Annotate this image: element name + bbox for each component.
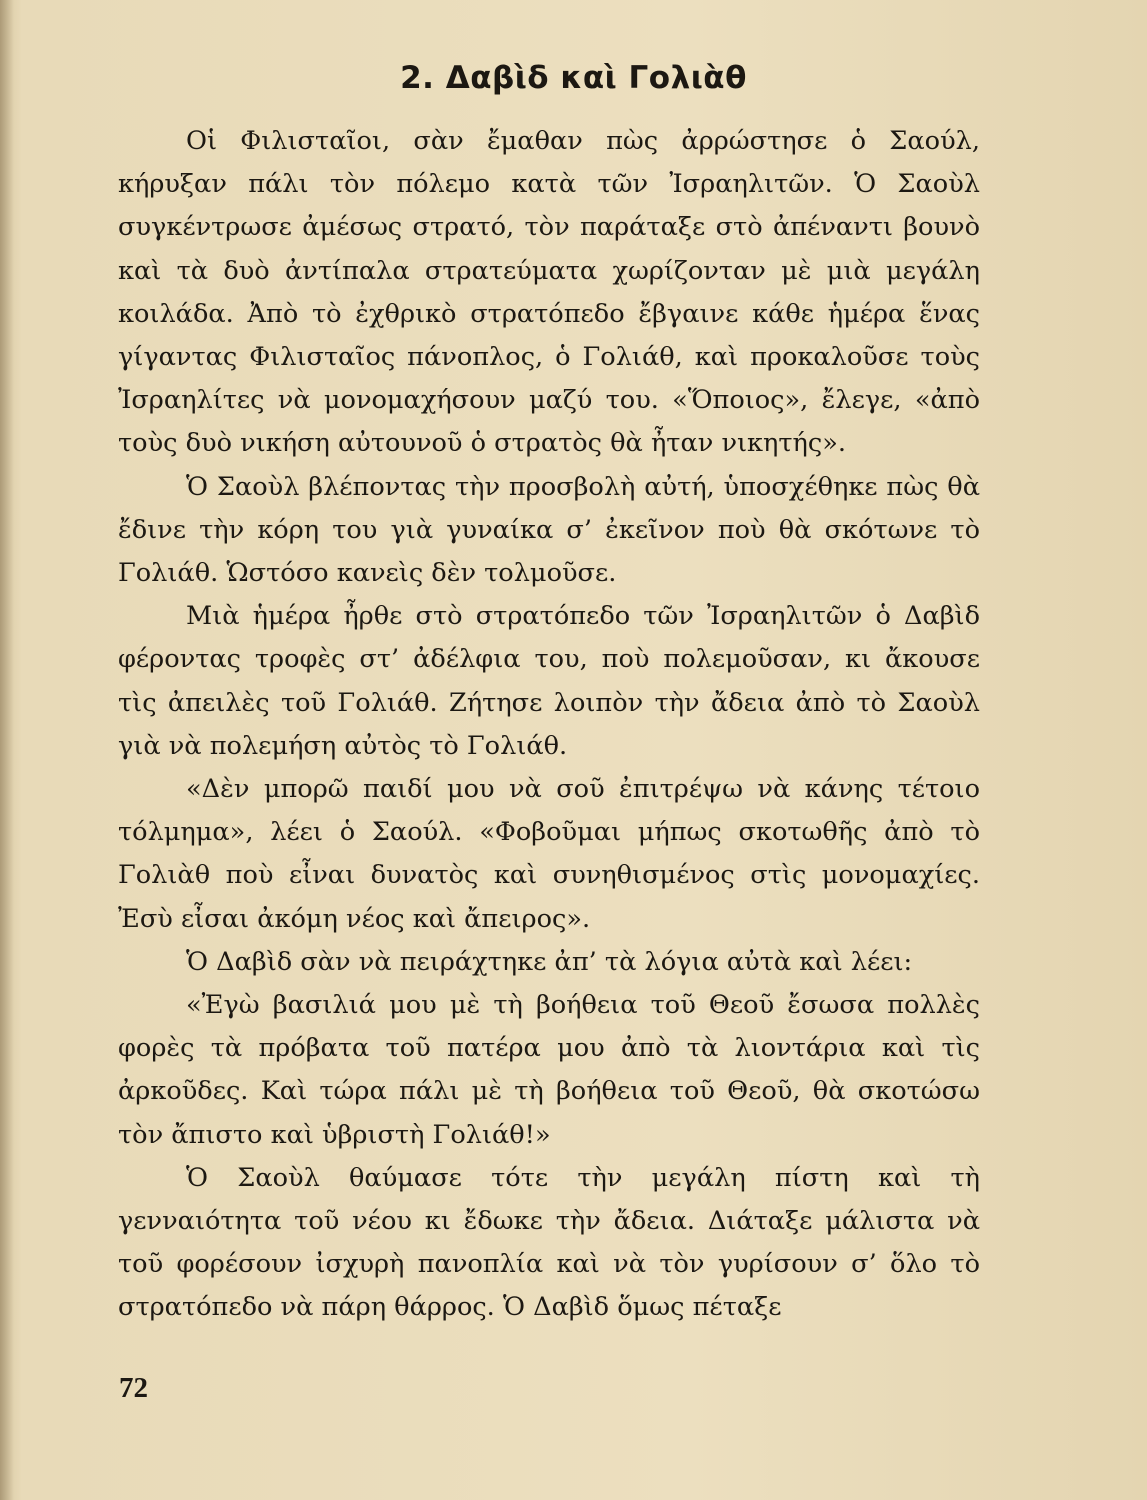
paragraph: Ὁ Δαβὶδ σὰν νὰ πειράχτηκε ἀπ’ τὰ λόγια αὐτὰ καὶ λέει:: [186, 946, 913, 977]
paragraph: Ὁ Σαοὺλ θαύμασε τότε τὴν μεγάλη πίστη καὶ τὴ γενναιότητα τοῦ νέου κι ἔδωκε τὴν ἄδεια. Διάταξε μάλιστα νὰ τοῦ φορέσουν ἰσχυρὴ πανοπλία καὶ νὰ τὸν γυρίσουν σ’ ὅλο τὸ στρατόπεδο νὰ πάρη θάρρος. Ὁ Δαβὶδ ὅμως πέταξε: [118, 1162, 980, 1323]
page-number: 72: [119, 1372, 148, 1404]
paragraph: «Δὲν μπορῶ παιδί μου νὰ σοῦ ἐπιτρέψω νὰ κάνης τέτοιο τόλμημα», λέει ὁ Σαούλ. «Φοβοῦμαι μήπως σκοτωθῆς ἀπὸ τὸ Γολιὰθ ποὺ εἶναι δυνατὸς καὶ συνηθισμένος στὶς μονομαχίες. Ἐσὺ εἶσαι ἀκόμη νέος καὶ ἄπειρος».: [118, 774, 980, 934]
body-text: [118, 120, 980, 1330]
paragraph: Οἱ Φιλισταῖοι, σὰν ἔμαθαν πὼς ἀρρώστησε ὁ Σαούλ, κήρυξαν πάλι τὸν πόλεμο κατὰ τῶν Ἰσραηλιτῶν. Ὁ Σαοὺλ συγκέντρωσε ἀμέσως στρατό, τὸν παράταξε στὸ ἀπέναντι βουνὸ καὶ τὰ δυὸ ἀντίπαλα στρατεύματα χωρίζονταν μὲ μιὰ μεγάλη κοιλάδα. Ἀπὸ τὸ ἐχθρικὸ στρατόπεδο ἔβγαινε κάθε ἡμέρα ἕνας γίγαντας Φιλισταῖος πάνοπλος, ὁ Γολιάθ, καὶ προκαλοῦσε τοὺς Ἰσραηλίτες νὰ μονομαχήσουν μαζύ του. «Ὅποιος», ἔλεγε, «ἀπὸ τοὺς δυὸ νικήση αὐτουνοῦ ὁ στρατὸς θὰ ἦταν νικητής».: [118, 126, 980, 459]
paragraph: Μιὰ ἡμέρα ἦρθε στὸ στρατόπεδο τῶν Ἰσραηλιτῶν ὁ Δαβὶδ φέροντας τροφὲς στ’ ἀδέλφια του, ποὺ πολεμοῦσαν, κι ἄκουσε τὶς ἀπειλὲς τοῦ Γολιάθ. Ζήτησε λοιπὸν τὴν ἄδεια ἀπὸ τὸ Σαοὺλ γιὰ νὰ πολεμήση αὐτὸς τὸ Γολιάθ.: [118, 601, 980, 761]
page-edge-shadow: [0, 0, 14, 1500]
paragraph: Ὁ Σαοὺλ βλέποντας τὴν προσβολὴ αὐτή, ὑποσχέθηκε πὼς θὰ ἔδινε τὴν κόρη του γιὰ γυναίκα σ’ ἐκεῖνον ποὺ θὰ σκότωνε τὸ Γολιάθ. Ὡστόσο κανεὶς δὲν τολμοῦσε.: [118, 471, 980, 589]
paragraph: «Ἐγὼ βασιλιά μου μὲ τὴ βοήθεια τοῦ Θεοῦ ἔσωσα πολλὲς φορὲς τὰ πρόβατα τοῦ πατέρα μου ἀπὸ τὰ λιοντάρια καὶ τὶς ἀρκοῦδες. Καὶ τώρα πάλι μὲ τὴ βοήθεια τοῦ Θεοῦ, θὰ σκοτώσω τὸν ἄπιστο καὶ ὑβριστὴ Γολιάθ!»: [118, 990, 980, 1150]
chapter-title: 2. Δαβὶδ καὶ Γολιὰθ: [400, 60, 747, 96]
